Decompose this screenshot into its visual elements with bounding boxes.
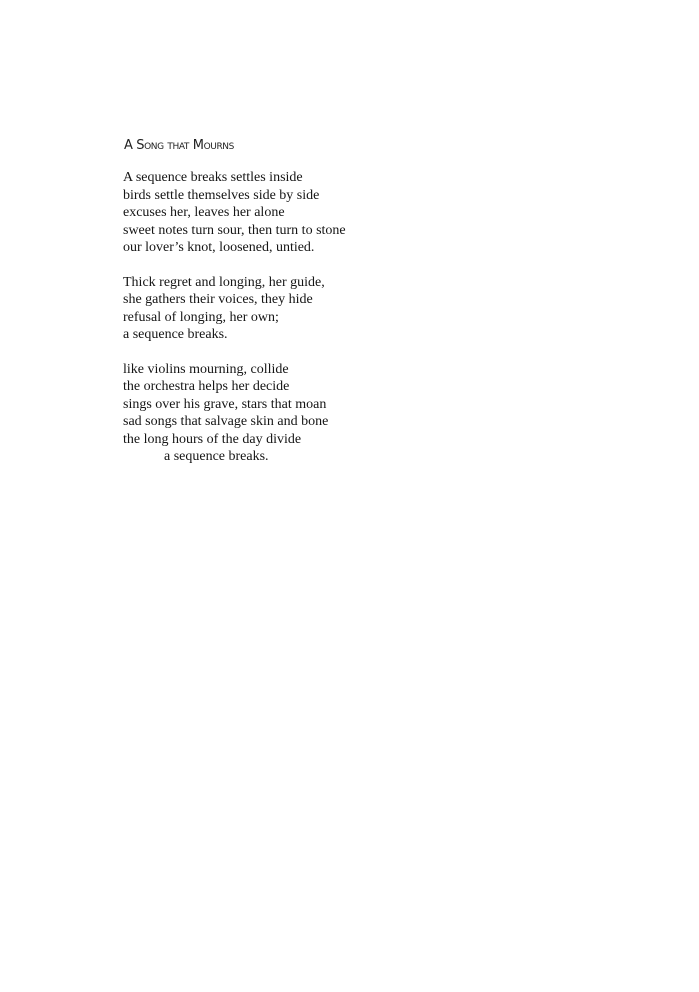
poem-line: a sequence breaks. bbox=[123, 327, 228, 342]
poem-line: like violins mourning, collide bbox=[123, 361, 289, 377]
stanza-3 bbox=[123, 361, 683, 466]
poem-title: A Song that Mourns bbox=[124, 138, 234, 153]
poem-line: sweet notes turn sour, then turn to stone bbox=[123, 222, 346, 238]
poem-line: she gathers their voices, they hide bbox=[123, 292, 313, 307]
stanza-1 bbox=[123, 169, 683, 257]
poem-line: Thick regret and longing, her guide, bbox=[123, 274, 325, 290]
poem-line: the orchestra helps her decide bbox=[123, 379, 290, 394]
poem-line: sad songs that salvage skin and bone bbox=[123, 414, 329, 429]
poem-line: excuses her, leaves her alone bbox=[123, 205, 285, 220]
poem-line: sings over his grave, stars that moan bbox=[123, 396, 327, 412]
poem-line: the long hours of the day divide bbox=[123, 431, 302, 447]
stanza-2 bbox=[123, 274, 683, 344]
poem-line: refusal of longing, her own; bbox=[123, 309, 279, 325]
poem-line: A sequence breaks settles inside bbox=[123, 170, 303, 185]
poem-line-refrain: a sequence breaks. bbox=[164, 449, 269, 464]
poem-body bbox=[123, 169, 683, 483]
poem-line: birds settle themselves side by side bbox=[123, 187, 320, 203]
poem-line: our lover’s knot, loosened, untied. bbox=[123, 240, 315, 255]
